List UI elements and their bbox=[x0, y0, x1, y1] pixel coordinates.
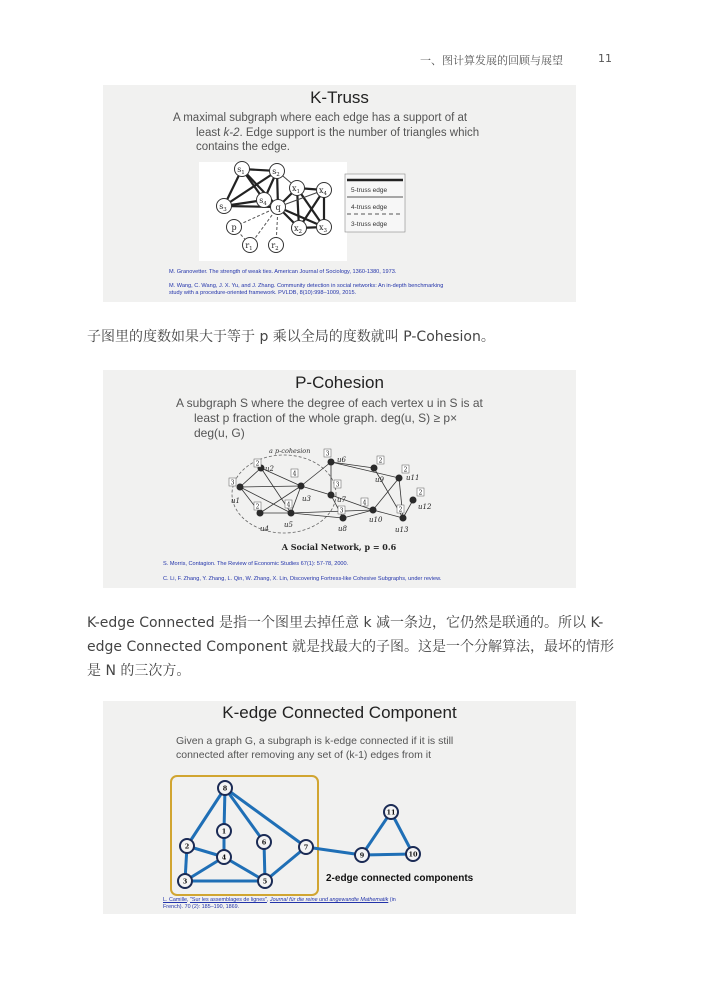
label-u4: u4 bbox=[260, 525, 269, 533]
ref-title-link[interactable]: "Sur les assemblages de lignes" bbox=[189, 897, 267, 903]
node-x2: $x_2$ bbox=[293, 224, 303, 235]
label-u7: u7 bbox=[337, 496, 346, 504]
graph-caption: A Social Network, p = 0.6 bbox=[281, 542, 397, 552]
degree-u12: 2 bbox=[418, 489, 423, 497]
node-10: 10 bbox=[408, 850, 418, 859]
node-11: 11 bbox=[386, 808, 396, 817]
legend-3-truss: 3-truss edge bbox=[351, 221, 388, 228]
degree-u5: 4 bbox=[286, 501, 291, 509]
reference-1: L. Camille, "Sur les assemblages de lignes", Journal für die reine und angewandte Mathematik (in French). 70 (2): 185–190, 1869. bbox=[163, 897, 396, 910]
node-p: p bbox=[231, 223, 237, 232]
k-edge-slide bbox=[103, 701, 576, 914]
slide-description: A subgraph S where the degree of each vertex u in S is at least p fraction of the whole graph. deg(u, S) ≥ p× deg(u, G) bbox=[176, 396, 483, 440]
degree-u7: 3 bbox=[335, 481, 340, 489]
paragraph-p-cohesion: 子图里的度数如果大于等于 p 乘以全局的度数就叫 P-Cohesion。 bbox=[87, 329, 495, 345]
node-r2: $r_2$ bbox=[271, 241, 279, 252]
cohesion-label: a p-cohesion bbox=[269, 447, 311, 455]
slide-title: K-edge Connected Component bbox=[222, 703, 457, 722]
label-u12: u12 bbox=[418, 503, 432, 511]
node-s3: $s_3$ bbox=[219, 202, 227, 213]
label-u6: u6 bbox=[337, 456, 346, 464]
node-3: 3 bbox=[182, 877, 188, 886]
legend-4-truss: 4-truss edge bbox=[351, 204, 388, 211]
node-7: 7 bbox=[303, 843, 309, 852]
chapter-header: 一、图计算发展的回顾与展望 bbox=[420, 54, 563, 67]
p-cohesion-slide bbox=[103, 370, 576, 588]
node-1: 1 bbox=[221, 827, 227, 836]
node-8: 8 bbox=[222, 784, 228, 793]
node-x4: $x_4$ bbox=[318, 186, 328, 197]
ref-author-link[interactable]: L. Camille bbox=[163, 897, 187, 903]
label-u10: u10 bbox=[369, 516, 383, 524]
degree-u9: 2 bbox=[378, 457, 383, 465]
page-number: 11 bbox=[598, 52, 612, 65]
degree-u10: 4 bbox=[362, 499, 367, 507]
degree-u11: 2 bbox=[403, 466, 408, 474]
reference-2: C. Li, F. Zhang, Y. Zhang, L. Qin, W. Zhang, X. Lin, Discovering Fortress-like Cohesive Subgraphs, under review. bbox=[163, 576, 442, 582]
node-r1: $r_1$ bbox=[245, 241, 253, 252]
label-u5: u5 bbox=[284, 521, 293, 529]
reference-1: S. Morris, Contagion. The Review of Economic Studies 67(1): 57-78, 2000. bbox=[163, 561, 349, 567]
legend-5-truss: 5-truss edge bbox=[351, 187, 388, 194]
reference-2: M. Wang, C. Wang, J. X. Yu, and J. Zhang. Community detection in social networks: An in-depth benchmarking study with a procedure-oriented framework. PVLDB, 8(10):998–1009, 2015. bbox=[169, 283, 444, 296]
degree-u13: 2 bbox=[398, 506, 403, 514]
label-u11: u11 bbox=[406, 474, 420, 482]
label-u3: u3 bbox=[302, 495, 311, 503]
label-u8: u8 bbox=[338, 525, 347, 533]
label-u9: u9 bbox=[375, 476, 384, 484]
label-u2: u2 bbox=[265, 465, 274, 473]
node-4: 4 bbox=[221, 853, 227, 862]
node-6: 6 bbox=[261, 838, 267, 847]
slide-title: K-Truss bbox=[310, 88, 369, 107]
degree-u3: 4 bbox=[292, 470, 297, 478]
degree-u6: 3 bbox=[325, 450, 330, 458]
paragraph-k-edge: K-edge Connected 是指一个图里去掉任意 k 减一条边，它仍然是联通的。所以 K-edge Connected Component 就是找最大的子图。这是一个分解算法，最坏的情形是 N 的三次方。 bbox=[87, 615, 615, 679]
component-label: 2-edge connected components bbox=[326, 873, 474, 884]
label-u1: u1 bbox=[231, 497, 240, 505]
degree-u8: 3 bbox=[339, 507, 344, 515]
degree-u2: 2 bbox=[255, 460, 260, 468]
node-q: q bbox=[275, 203, 281, 212]
truss-legend bbox=[345, 174, 405, 232]
ref-journal-link[interactable]: Journal für die reine und angewandte Mathematik bbox=[269, 897, 389, 903]
label-u13: u13 bbox=[395, 526, 409, 534]
slide-title: P-Cohesion bbox=[295, 373, 384, 392]
k-truss-slide bbox=[103, 85, 576, 302]
desc-line-3: contains the edge. bbox=[196, 141, 290, 153]
slide-description: Given a graph G, a subgraph is k-edge connected if it is still connected after removing any set of (k-1) edges from it bbox=[176, 735, 454, 761]
degree-u4: 2 bbox=[255, 503, 260, 511]
node-s1: $s_1$ bbox=[237, 165, 245, 176]
node-2: 2 bbox=[184, 842, 190, 851]
node-x1: $x_1$ bbox=[291, 184, 301, 195]
node-s4: $s_4$ bbox=[259, 196, 267, 207]
degree-u1: 3 bbox=[230, 479, 235, 487]
p-cohesion-graph bbox=[103, 370, 576, 588]
node-s2: $s_2$ bbox=[272, 167, 280, 178]
reference-1: M. Granovetter. The strength of weak ties. American Journal of Sociology, 1360-1380, 1973. bbox=[169, 269, 397, 275]
node-x3: $x_3$ bbox=[318, 223, 328, 234]
desc-line-2: least k-2. Edge support is the number of triangles which bbox=[196, 126, 480, 139]
node-9: 9 bbox=[359, 851, 365, 860]
node-5: 5 bbox=[262, 877, 268, 886]
desc-line-1: A maximal subgraph where each edge has a support of at bbox=[173, 112, 468, 124]
